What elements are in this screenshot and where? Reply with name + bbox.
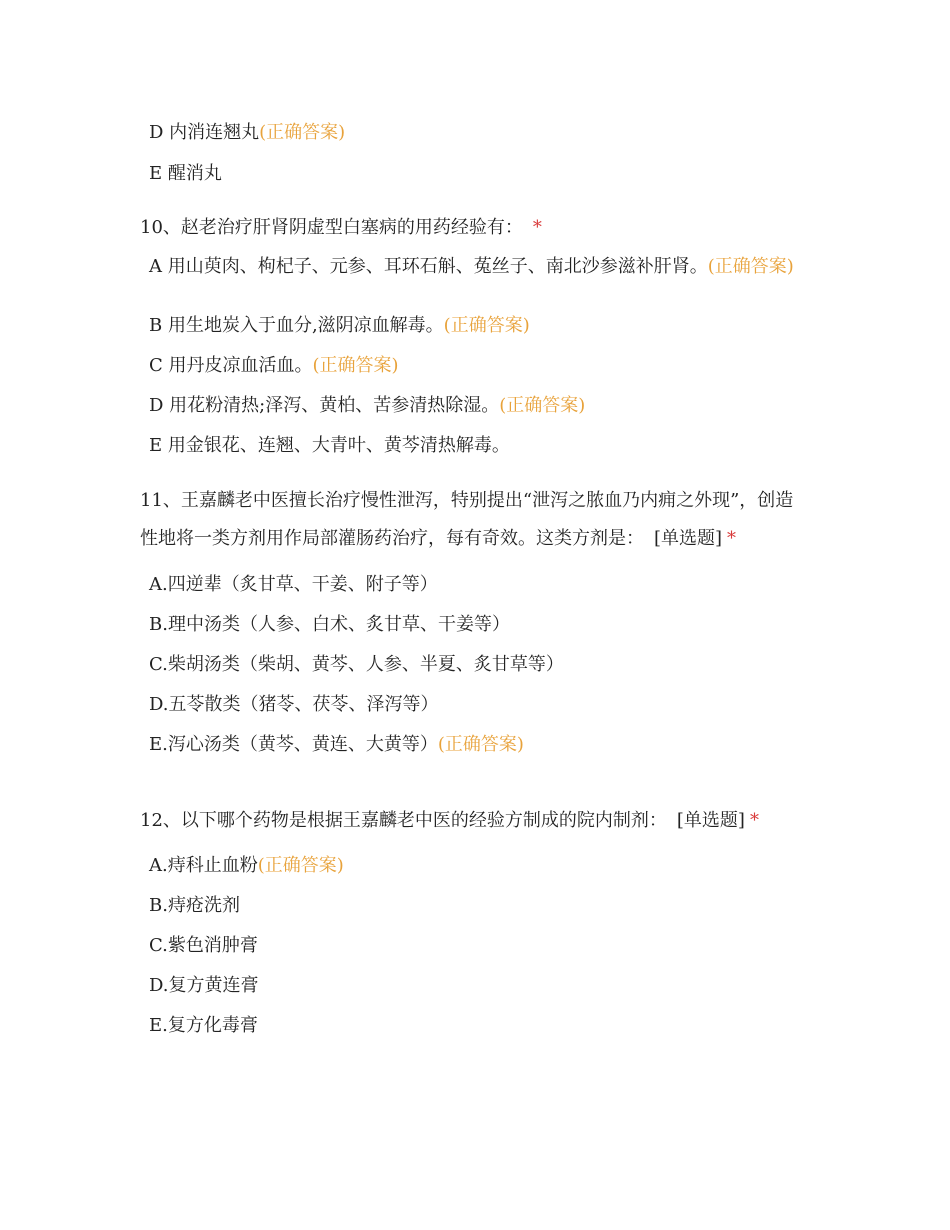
option-text: C.柴胡汤类（柴胡、黄芩、人参、半夏、炙甘草等）: [149, 654, 564, 675]
correct-answer-label: (正确答案): [443, 315, 530, 336]
correct-answer-label: (正确答案): [707, 256, 794, 277]
q12-option-a: [149, 853, 344, 879]
question-text: 11、王嘉麟老中医擅长治疗慢性泄泻，特别提出“泄泻之脓血乃内痈之外现”，创造: [140, 490, 794, 511]
option-text: C.紫色消肿膏: [149, 935, 258, 956]
option-text: A.痔科止血粉: [149, 855, 258, 876]
q11-title-line1: [140, 488, 793, 514]
q11-option-a: [149, 572, 438, 598]
option-text: E 醒消丸: [149, 163, 222, 184]
q11-option-c: [149, 652, 564, 678]
q10-option-c: [149, 353, 399, 379]
q9-option-d: [149, 120, 345, 146]
q12-title: [140, 808, 759, 834]
required-mark: *: [727, 528, 737, 549]
q11-option-b: [149, 612, 510, 638]
option-text: D 用花粉清热;泽泻、黄柏、苦参清热除湿。: [149, 395, 500, 416]
correct-answer-label: (正确答案): [437, 734, 524, 755]
question-type-tag: [单选题]: [654, 528, 723, 549]
q11-option-d: [149, 692, 439, 718]
option-text: E.复方化毒膏: [149, 1015, 258, 1036]
q12-option-c: [149, 933, 258, 959]
question-text: 性地将一类方剂用作局部灌肠药治疗，每有奇效。这类方剂是：: [140, 528, 644, 549]
q11-option-e: [149, 732, 524, 758]
q12-option-b: [149, 893, 240, 919]
q11-title-line2: [140, 526, 736, 552]
question-type-tag: [单选题]: [676, 810, 745, 831]
correct-answer-label: (正确答案): [499, 395, 586, 416]
q10-title: [140, 215, 542, 241]
q10-option-d: [149, 393, 585, 419]
correct-answer-label: (正确答案): [312, 355, 399, 376]
option-text: E 用金银花、连翘、大青叶、黄芩清热解毒。: [149, 435, 510, 456]
required-mark: *: [749, 810, 759, 831]
question-text: 12、以下哪个药物是根据王嘉麟老中医的经验方制成的院内制剂：: [140, 810, 667, 831]
q10-option-b: [149, 313, 530, 339]
option-text: A 用山萸肉、枸杞子、元参、耳环石斛、菟丝子、南北沙参滋补肝肾。: [149, 256, 708, 277]
option-text: E.泻心汤类（黄芩、黄连、大黄等）: [149, 734, 438, 755]
option-text: B 用生地炭入于血分,滋阴凉血解毒。: [149, 315, 444, 336]
option-text: D.复方黄连膏: [149, 975, 259, 996]
required-mark: *: [532, 217, 542, 238]
q10-option-e: [149, 433, 510, 459]
option-text: D.五苓散类（猪苓、茯苓、泽泻等）: [149, 694, 439, 715]
q12-option-d: [149, 973, 259, 999]
option-text: B.痔疮洗剂: [149, 895, 240, 916]
question-text: 10、赵老治疗肝肾阴虚型白塞病的用药经验有：: [140, 217, 523, 238]
option-text: B.理中汤类（人参、白术、炙甘草、干姜等）: [149, 614, 510, 635]
q10-option-a: [149, 254, 799, 280]
option-text: A.四逆辈（炙甘草、干姜、附子等）: [149, 574, 438, 595]
option-text: C 用丹皮凉血活血。: [149, 355, 313, 376]
correct-answer-label: (正确答案): [257, 855, 344, 876]
q9-option-e: [149, 161, 222, 187]
q12-option-e: [149, 1013, 258, 1039]
option-text: D 内消连翘丸: [149, 122, 260, 143]
correct-answer-label: (正确答案): [259, 122, 346, 143]
